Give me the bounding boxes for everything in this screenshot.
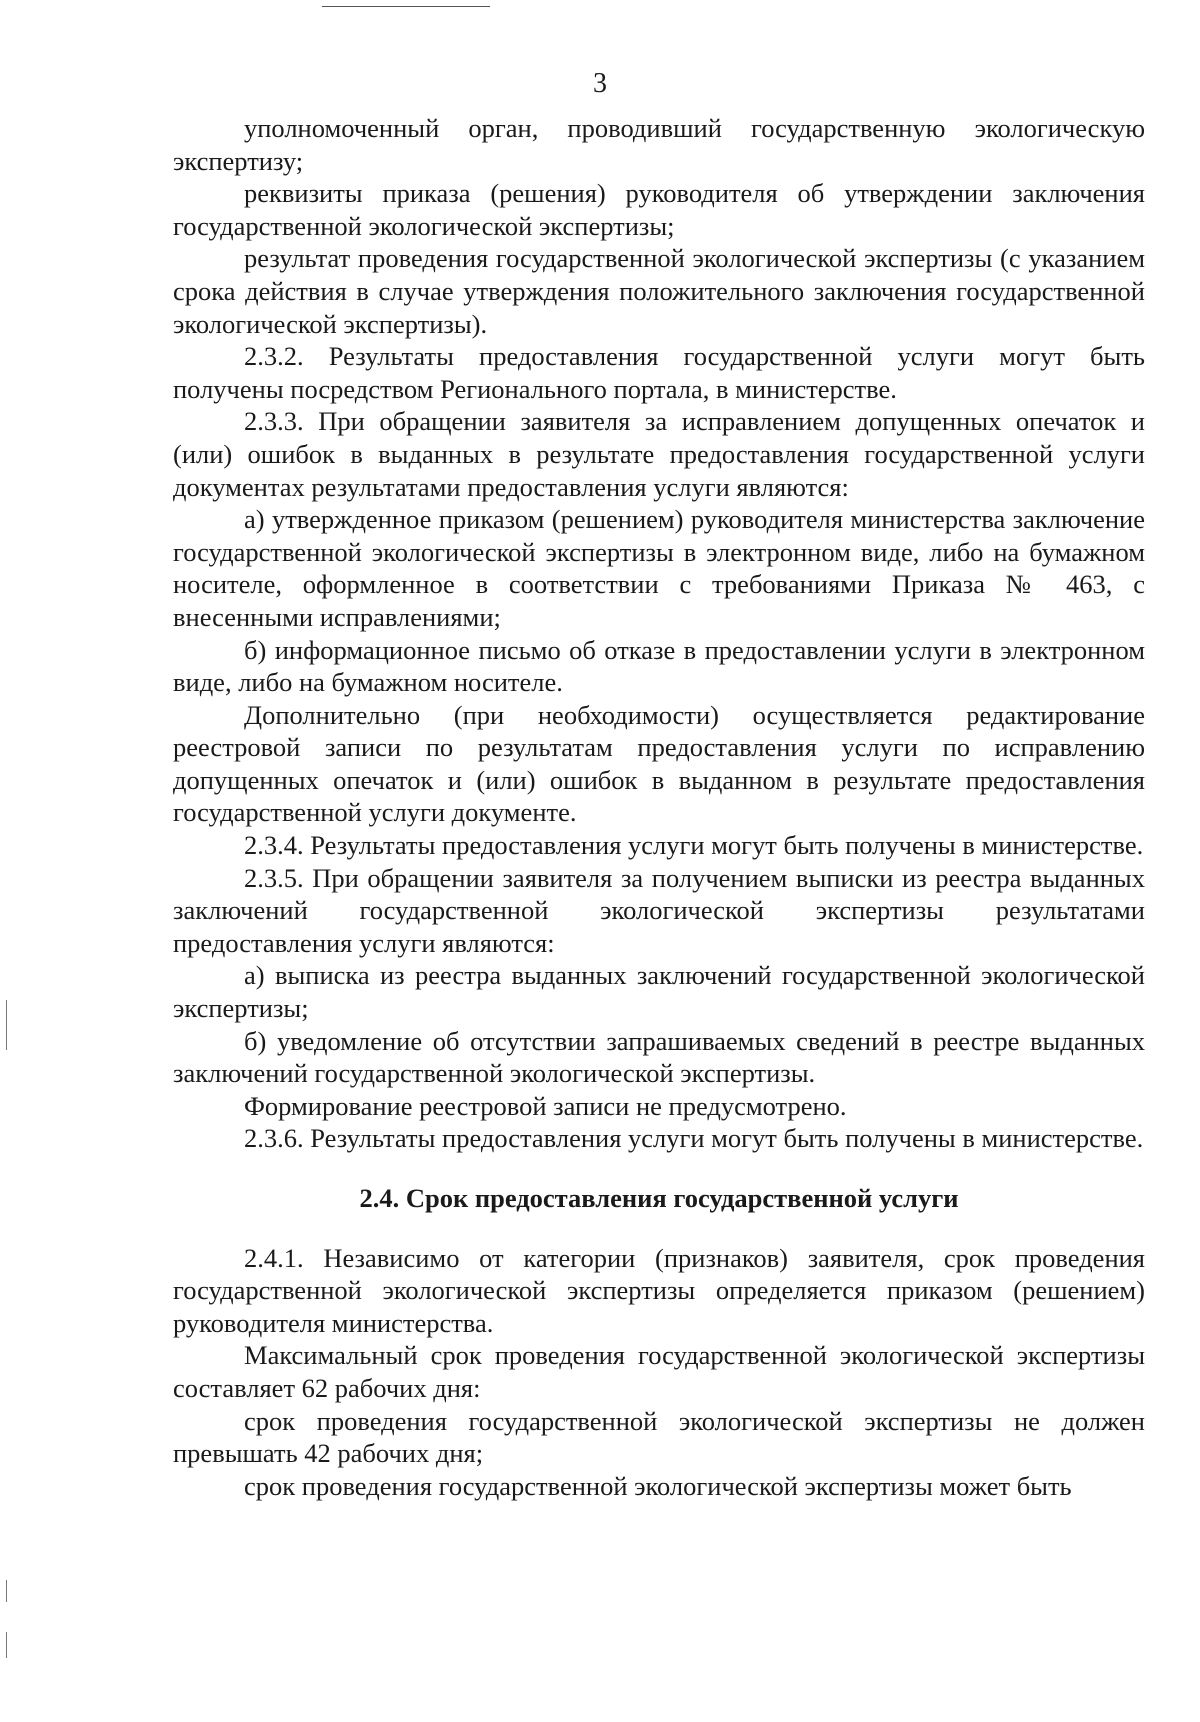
paragraph: реквизиты приказа (решения) руководителя об утверждении заключения государственной экологической экспертизы; [173,178,1145,241]
paragraph: б) информационное письмо об отказе в предоставлении услуги в электронном виде, либо на бумажном носителе. [173,634,1145,698]
document-body [173,112,1145,1502]
paragraph: 2.3.4. Результаты предоставления услуги могут быть получены в министерстве. [244,830,1144,861]
paragraph: 2.3.3. При обращении заявителя за исправлением допущенных опечаток и (или) ошибок в выданных в результате предоставления государственной услуги документах результатами предоставления услуги являются: [173,406,1145,502]
paragraph: а) выписка из реестра выданных заключений государственной экологической экспертизы; [173,960,1145,1024]
paragraph: а) утвержденное приказом (решением) руководителя министерства заключение государственной экологической экспертизы в электронном виде, либо на бумажном носителе, оформленное в соответствии с требованиями Приказа № 463, с внесенными исправлениями; [173,504,1145,632]
paragraph: срок проведения государственной экологической экспертизы не должен превышать 42 рабочих дня; [173,1405,1145,1469]
paragraph: 2.3.5. При обращении заявителя за получением выписки из реестра выданных заключений государственной экологической экспертизы результатами предоставления услуги являются: [173,862,1145,958]
section-heading: 2.4. Срок предоставления государственной услуги [359,1183,959,1213]
margin-mark [6,1000,7,1050]
paragraph: Максимальный срок проведения государственной экологической экспертизы составляет 62 рабочих дня: [173,1340,1145,1403]
margin-mark [6,1632,7,1658]
paragraph: срок проведения государственной экологической экспертизы может быть [244,1470,1072,1501]
paragraph: результат проведения государственной экологической экспертизы (с указанием срока действия в случае утверждения положительного заключения государственной экологической экспертизы). [173,243,1145,339]
top-rule [322,6,490,7]
margin-mark [6,1580,7,1602]
paragraph: 2.4.1. Независимо от категории (признаков) заявителя, срок проведения государственной экологической экспертизы определяется приказом (решением) руководителя министерства. [173,1242,1145,1338]
paragraph: 2.3.2. Результаты предоставления государственной услуги могут быть получены посредством Регионального портала, в министерстве. [173,341,1145,404]
paragraph: б) уведомление об отсутствии запрашиваемых сведений в реестре выданных заключений государственной экологической экспертизы. [173,1025,1145,1089]
paragraph: 2.3.6. Результаты предоставления услуги могут быть получены в министерстве. [244,1123,1144,1154]
paragraph: уполномоченный орган, проводивший государственную экологическую экспертизу; [173,113,1145,176]
paragraph: Формирование реестровой записи не предусмотрено. [244,1090,847,1121]
page-number: 3 [593,68,607,99]
paragraph: Дополнительно (при необходимости) осуществляется редактирование реестровой записи по результатам предоставления услуги по исправлению допущенных опечаток и (или) ошибок в выданном в результате предоставления государственной услуги документе. [173,699,1145,828]
